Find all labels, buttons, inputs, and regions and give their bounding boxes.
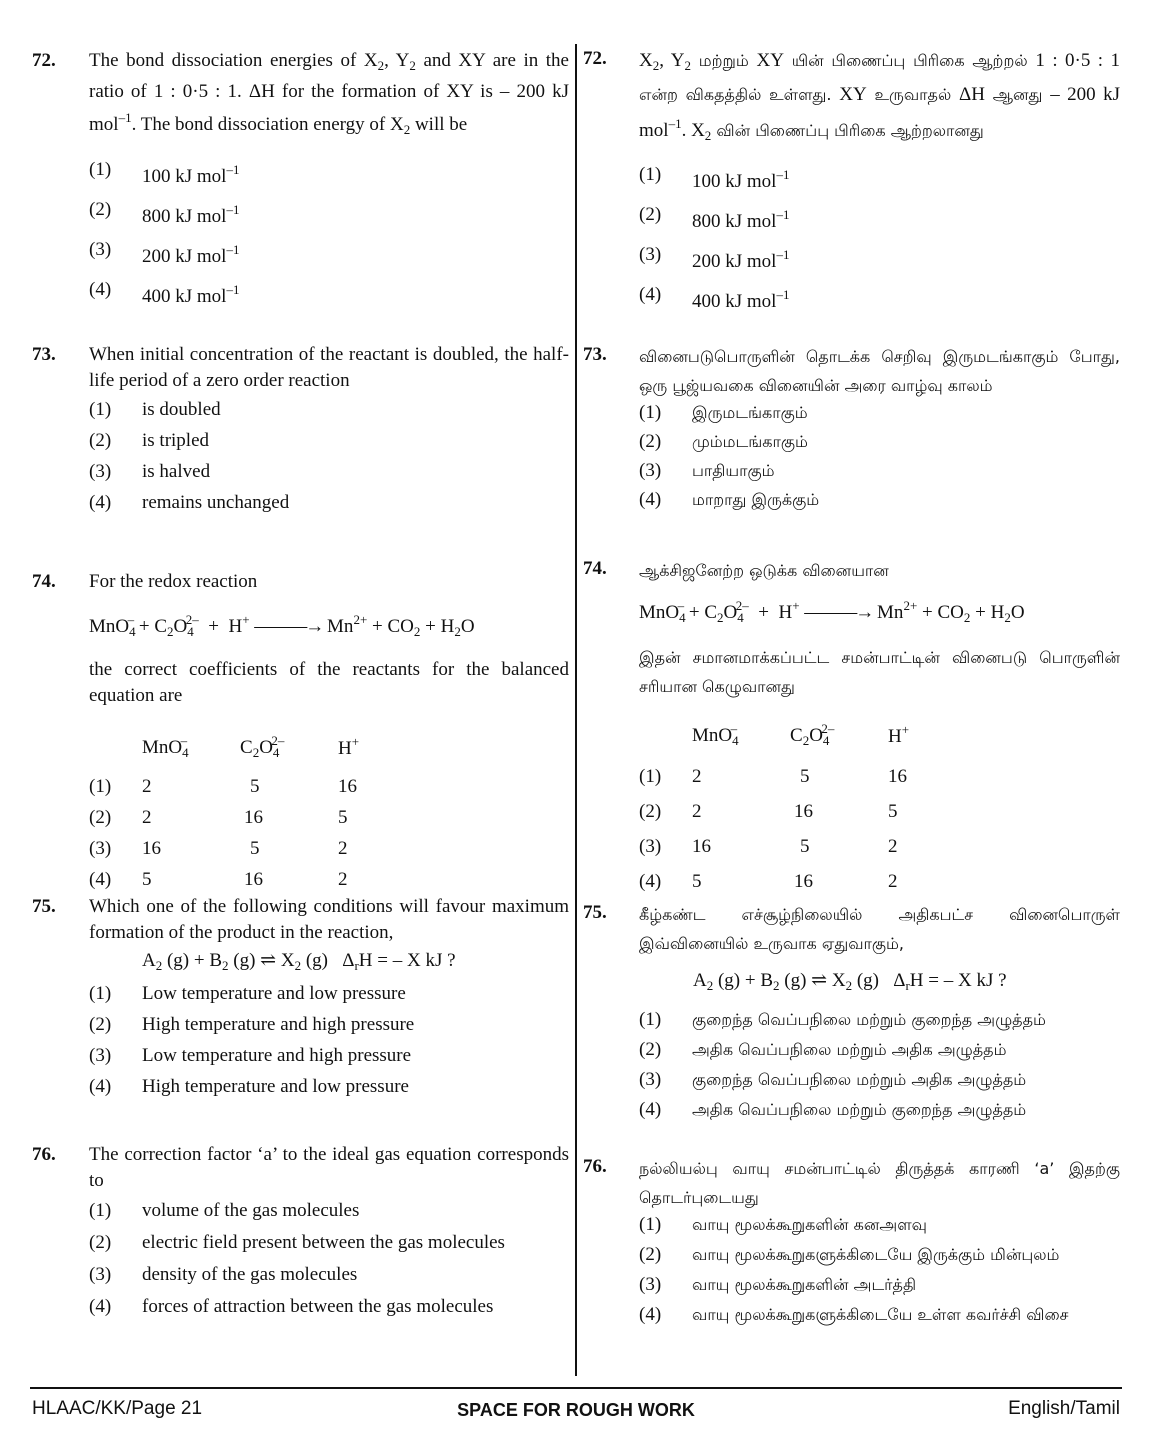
option-1[interactable]: (1) 100 kJ mol$^{-1}$ [89, 159, 240, 187]
question-stem: வினைபடுபொருளின் தொடக்க செறிவு இருமடங்காகும் போது, ஒரு பூஜ்யவகை வினையின் அரை வாழ்வு காலம் [639, 347, 1120, 395]
option-1[interactable]: (1) வாயு மூலக்கூறுகளின் கனஅளவு [639, 1214, 927, 1235]
question-stem-continued: the correct coefficients of the reactants for the balanced equation are [89, 659, 569, 706]
question-number: 74. [583, 558, 607, 579]
header-h: H+ [338, 734, 360, 759]
footer-divider [30, 1387, 1122, 1389]
question-number: 74. [32, 571, 56, 592]
table-row[interactable]: (2) 2 16 5 [89, 806, 348, 828]
option-4[interactable]: (4) 400 kJ mol$^{-1}$ [89, 279, 240, 307]
table-row[interactable]: (1) 2 5 16 [89, 775, 357, 797]
option-2[interactable]: (2) is tripled [89, 430, 210, 451]
option-2[interactable]: (2) மும்மடங்காகும் [639, 431, 808, 452]
question-number: 73. [32, 344, 56, 365]
rough-work-label: SPACE FOR ROUGH WORK [457, 1400, 695, 1420]
option-1[interactable]: (1) குறைந்த வெப்பநிலை மற்றும் குறைந்த அழுத்தம் [639, 1009, 1046, 1030]
option-4[interactable]: (4) remains unchanged [89, 492, 290, 513]
option-1[interactable]: (1) Low temperature and low pressure [89, 983, 406, 1004]
header-c2o4: $C_2O_4^{2-}$ [790, 721, 835, 748]
question-stem: For the redox reaction [89, 571, 258, 592]
question-number: 72. [583, 48, 607, 69]
question-73-en [32, 342, 569, 521]
column-divider [575, 44, 577, 1376]
option-3[interactable]: (3) 200 kJ mol$^{-1}$ [639, 244, 790, 272]
question-number: 75. [583, 902, 607, 923]
option-2[interactable]: (2) 800 kJ mol$^{-1}$ [89, 199, 240, 227]
page-code: HLAAC/KK/Page 21 [32, 1398, 203, 1419]
question-number: 76. [32, 1144, 56, 1165]
question-74-ta [583, 556, 1120, 899]
question-stem: The correction factor ‘a’ to the ideal gas equation corresponds to [89, 1144, 569, 1191]
question-stem: $X_2$, $Y_2$ மற்றும் XY யின் பிணைப்பு பிரிகை ஆற்றல் 1 : 0·5 : 1 என்ற விகதத்தில் உள்ளது. XY உருவாதல் ΔH ஆனது – 200 kJ mol$^{-1}$. $X_2$ வின் பிணைப்பு பிரிகை ஆற்றலானது [639, 50, 1120, 143]
header-h: H+ [888, 722, 910, 747]
option-2[interactable]: (2) electric field present between the gas molecules [89, 1232, 505, 1253]
question-76-ta [583, 1154, 1120, 1328]
table-row[interactable]: (4) 5 16 2 [89, 868, 348, 890]
equilibrium-equation: $A_2$ $(g) + B_2$ (g) ⇌ $X_2$ (g) $\Delta_rH$ = – X kJ ? [142, 950, 456, 973]
question-stem: Which one of the following conditions will favour maximum formation of the product in the reaction, [89, 896, 569, 943]
header-mno4: MnO$_4$– [692, 721, 739, 748]
question-number: 75. [32, 896, 56, 917]
question-stem-continued: இதன் சமானமாக்கப்பட்ட சமன்பாட்டின் வினைபடு பொருளின் சரியான கெழுவானது [639, 648, 1120, 696]
question-74-en [32, 569, 569, 895]
option-3[interactable]: (3) is halved [89, 461, 211, 482]
question-number: 76. [583, 1156, 607, 1177]
option-1[interactable]: (1) is doubled [89, 399, 221, 420]
table-row[interactable]: (3) 16 5 2 [89, 837, 348, 859]
header-c2o4: $C_2O_4^{2-}$ [240, 733, 285, 760]
question-stem: ஆக்சிஜனேற்ற ஒடுக்க வினையான [639, 561, 889, 580]
option-1[interactable]: (1) volume of the gas molecules [89, 1200, 360, 1221]
option-3[interactable]: (3) 200 kJ mol$^{-1}$ [89, 239, 240, 267]
redox-equation: $MnO_4^- + C_2O_4^{2-} + H^+$ ———→ $Mn^{2+} + CO_2 + H_2O$ [89, 612, 475, 639]
option-2[interactable]: (2) வாயு மூலக்கூறுகளுக்கிடையே இருக்கும் மின்புலம் [639, 1244, 1060, 1265]
option-1[interactable]: (1) இருமடங்காகும் [639, 402, 808, 423]
option-3[interactable]: (3) density of the gas molecules [89, 1264, 358, 1285]
question-stem: கீழ்கண்ட எச்சூழ்நிலையில் அதிகபட்ச வினைபொருள் இவ்வினையில் உருவாக ஏதுவாகும், [639, 905, 1120, 953]
option-4[interactable]: (4) மாறாது இருக்கும் [639, 489, 820, 510]
option-2[interactable]: (2) High temperature and high pressure [89, 1014, 415, 1035]
option-2[interactable]: (2) அதிக வெப்பநிலை மற்றும் அதிக அழுத்தம் [639, 1039, 1007, 1060]
option-4[interactable]: (4) 400 kJ mol$^{-1}$ [639, 284, 790, 312]
option-3[interactable]: (3) வாயு மூலக்கூறுகளின் அடர்த்தி [639, 1274, 917, 1295]
question-75-en [32, 894, 569, 1105]
table-row[interactable]: (4) 5 16 2 [639, 870, 898, 892]
language-label: English/Tamil [1008, 1398, 1120, 1419]
question-stem: நல்லியல்பு வாயு சமன்பாட்டில் திருத்தக் காரணி ‘a’ இதற்கு தொடர்புடையது [639, 1159, 1120, 1207]
option-2[interactable]: (2) 800 kJ mol$^{-1}$ [639, 204, 790, 232]
question-73-ta [583, 342, 1120, 516]
option-1[interactable]: (1) 100 kJ mol$^{-1}$ [639, 164, 790, 192]
table-row[interactable]: (2) 2 16 5 [639, 800, 898, 822]
option-3[interactable]: (3) பாதியாகும் [639, 460, 775, 481]
question-72-ta [583, 46, 1120, 322]
option-3[interactable]: (3) Low temperature and high pressure [89, 1045, 412, 1066]
question-stem: The bond dissociation energies of $X_2$, $Y_2$ and XY are in the ratio of 1 : 0·5 : 1. ΔH for the formation of XY is – 200 kJ mol$^{-1}$. The bond dissociation energy of $X_2$ will be [89, 50, 569, 137]
option-4[interactable]: (4) வாயு மூலக்கூறுகளுக்கிடையே உள்ள கவர்ச்சி விசை [639, 1304, 1069, 1325]
question-number: 72. [32, 50, 56, 71]
option-4[interactable]: (4) forces of attraction between the gas molecules [89, 1296, 494, 1317]
option-4[interactable]: (4) High temperature and low pressure [89, 1076, 409, 1097]
coefficient-table [639, 711, 909, 899]
option-3[interactable]: (3) குறைந்த வெப்பநிலை மற்றும் அதிக அழுத்தம் [639, 1069, 1027, 1090]
redox-equation: $MnO_4^- + C_2O_4^{2-} + H^+$ ———→ $Mn^{2+} + CO_2 + H_2O$ [639, 598, 1025, 625]
question-72-en [32, 48, 569, 317]
header-mno4: MnO$_4$– [142, 733, 189, 760]
question-76-en [32, 1142, 569, 1320]
table-row[interactable]: (1) 2 5 16 [639, 765, 907, 787]
question-75-ta [583, 900, 1120, 1123]
table-row[interactable]: (3) 16 5 2 [639, 835, 898, 857]
coefficient-table [89, 723, 359, 895]
option-4[interactable]: (4) அதிக வெப்பநிலை மற்றும் குறைந்த அழுத்தம் [639, 1099, 1027, 1120]
equilibrium-equation: $A_2$ $(g) + B_2$ (g) ⇌ $X_2$ (g) $\Delta_rH$ = – X kJ ? [693, 970, 1007, 993]
question-stem: When initial concentration of the reactant is doubled, the half-life period of a zero order reaction [89, 344, 569, 391]
question-number: 73. [583, 344, 607, 365]
